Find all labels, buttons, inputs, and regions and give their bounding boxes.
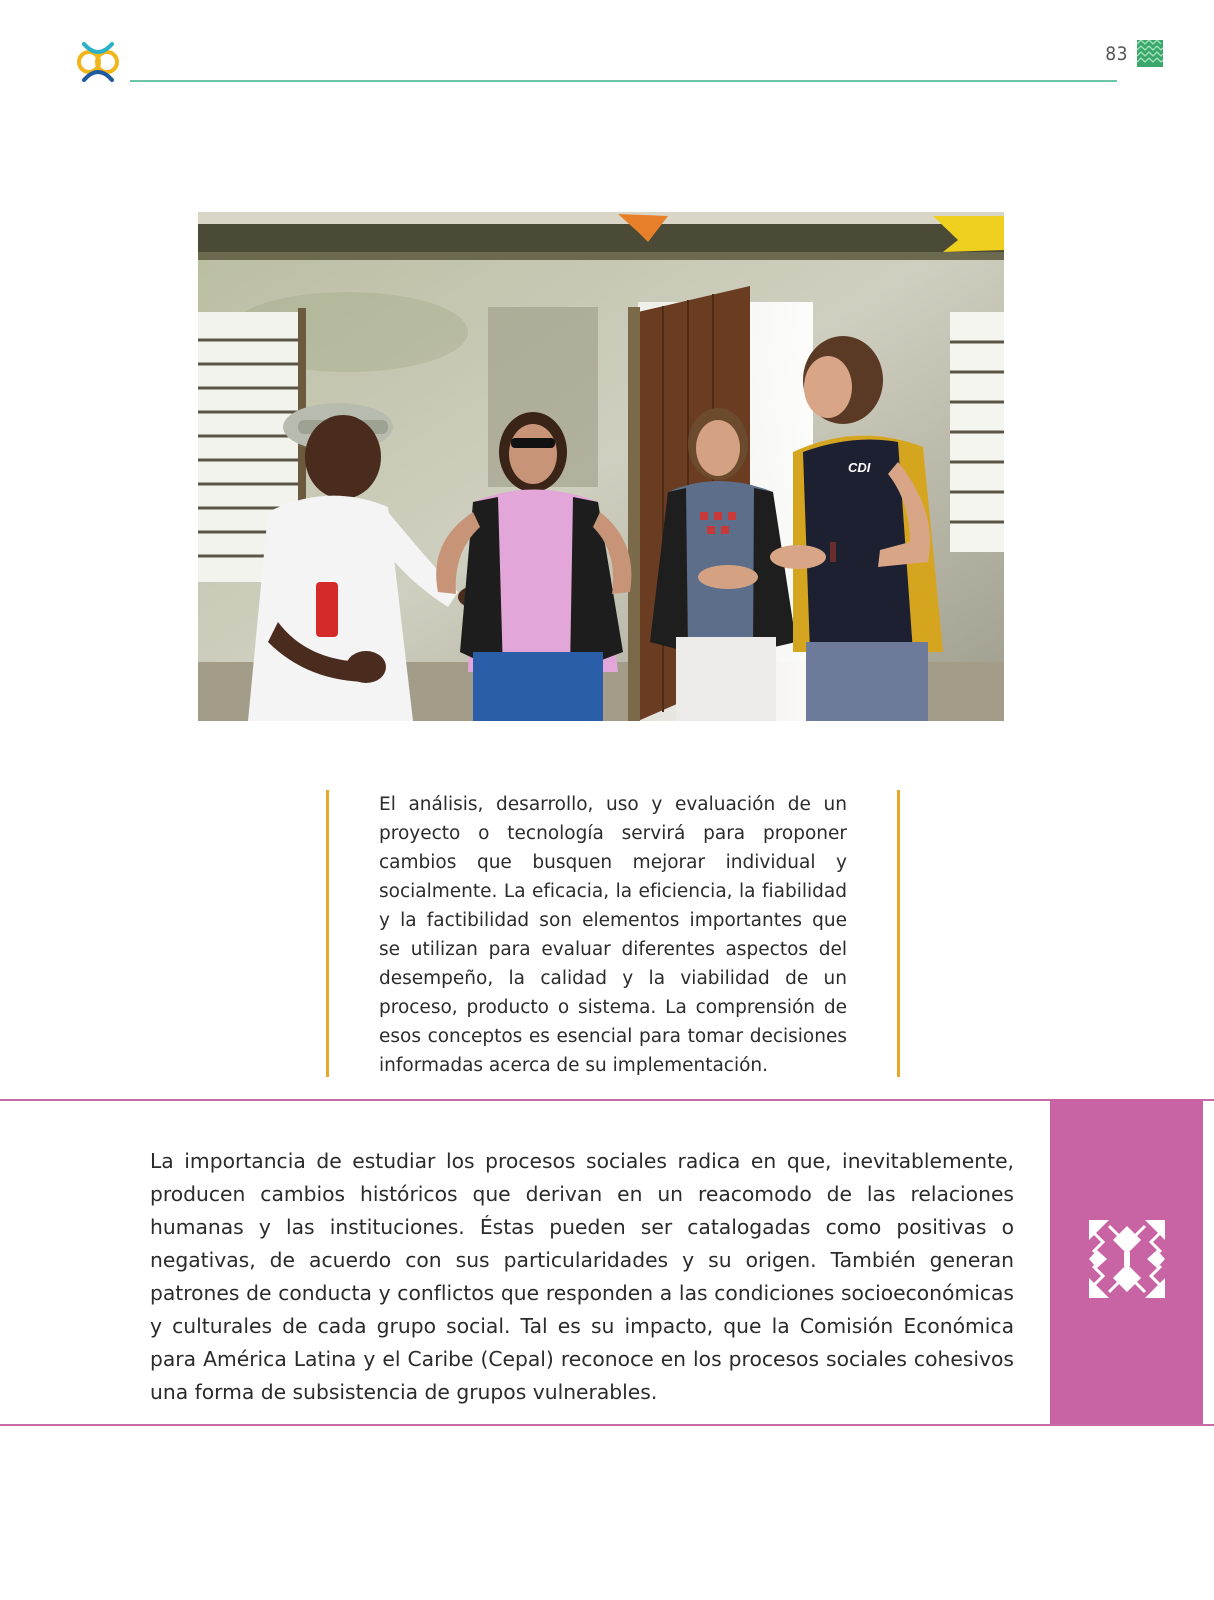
brand-logo-icon <box>76 40 120 84</box>
main-paragraph: La importancia de estudiar los procesos sociales radica en que, inevitablemente, producen cambios históricos que derivan en un reacomodo de las relaciones humanas y las instituciones. Éstas pueden ser catalogadas como positivas o negativas, de acuerdo con sus particularidades y su origen. También generan patrones de conducta y conflictos que responden a las condiciones socioeconómicas y culturales de cada grupo social. Tal es su impacto, que la Comisión Económica para América Latina y el Caribe (Cepal) reconoce en los procesos sociales cohesivos una forma de subsistencia de grupos vulnerables. <box>150 1149 1014 1404</box>
pattern-icon <box>1137 40 1163 67</box>
band-bottom-rule <box>0 1424 1214 1426</box>
page-number: 83 <box>1105 43 1128 65</box>
header-rule <box>130 80 1117 82</box>
band-top-rule <box>0 1099 1214 1101</box>
vest-label: CDI <box>848 460 871 475</box>
callout-box <box>326 790 900 1077</box>
photo-visit <box>198 212 1004 721</box>
callout-text: El análisis, desarrollo, uso y evaluación de un proyecto o tecnología servirá para proponer cambios que busquen mejorar individual y socialmente. La eficacia, la eficiencia, la fiabilidad y la factibilidad son elementos importantes que se utilizan para evaluar diferentes aspectos del desempeño, la calidad y la viabilidad de un proceso, producto o sistema. La comprensión de esos conceptos es esencial para tomar decisiones informadas acerca de su implementación. <box>379 794 847 1076</box>
pattern-icon <box>1089 1220 1165 1298</box>
